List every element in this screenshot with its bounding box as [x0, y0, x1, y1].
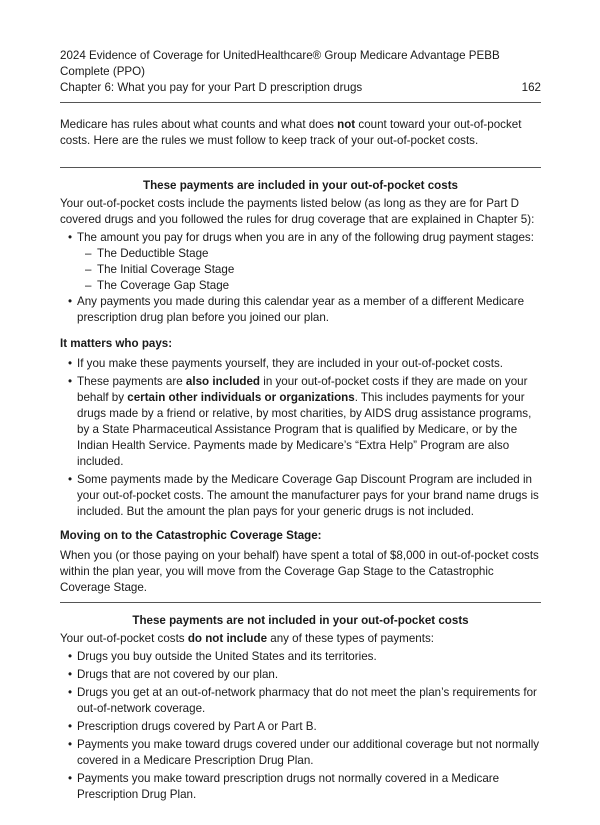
stage-item: – The Deductible Stage — [77, 246, 541, 262]
text: Your out-of-pocket costs — [60, 632, 188, 645]
document-title: 2024 Evidence of Coverage for UnitedHealthcare® Group Medicare Advantage PEBB Complete (PPO) — [60, 49, 500, 78]
page-header — [60, 48, 541, 96]
divider — [60, 102, 541, 103]
divider — [60, 167, 541, 168]
list-item: • Prescription drugs covered by Part A or Part B. — [60, 719, 541, 735]
excluded-section — [60, 613, 541, 803]
list-item: • Any payments you made during this calendar year as a member of a different Medicare prescription drug plan before you joined our plan. — [60, 294, 541, 326]
emphasis: certain other individuals or organizations — [127, 391, 355, 404]
list-item: • Payments you make toward prescription drugs not normally covered in a Medicare Prescription Drug Plan. — [60, 771, 541, 803]
emphasis: not — [337, 118, 356, 131]
section-heading: These payments are not included in your out-of-pocket costs — [132, 614, 469, 627]
paragraph: Your out-of-pocket costs include the payments listed below (as long as they are for Part D covered drugs and you followed the rules for drug coverage that are explained in Chapter 5): — [60, 197, 535, 226]
stage-item: – The Coverage Gap Stage — [77, 278, 541, 294]
chapter-title: Chapter 6: What you pay for your Part D prescription drugs — [60, 81, 363, 94]
list-item: • Drugs you buy outside the United States and its territories. — [60, 649, 541, 665]
text: The amount you pay for drugs when you are in any of the following drug payment stages: — [77, 231, 534, 244]
text: in your out-of-pocket costs if they are made on your behalf by — [77, 375, 528, 404]
subheading: It matters who pays: — [60, 337, 173, 350]
text: any of these types of payments: — [267, 632, 434, 645]
list-item: • Drugs you get at an out-of-network pharmacy that do not meet the plan’s requirements for out-of-network coverage. — [60, 685, 541, 717]
list-item: • Payments you make toward drugs covered under our additional coverage but not normally covered in a Medicare Prescription Drug Plan. — [60, 737, 541, 769]
emphasis: also included — [185, 375, 261, 388]
intro-paragraph — [60, 117, 541, 149]
divider — [60, 602, 541, 603]
paragraph: When you (or those paying on your behalf) have spent a total of $8,000 in out-of-pocket costs within the plan year, you will move from the Coverage Gap Stage to the Catastrophic Coverage Stage. — [60, 549, 539, 594]
list-item: • Some payments made by the Medicare Coverage Gap Discount Program are included in your out-of-pocket costs. The amount the manufacturer pays for your brand name drugs is included. But the amount the plan pays for your generic drugs is not included. — [60, 472, 541, 520]
emphasis: do not include — [187, 632, 268, 645]
subheading: Moving on to the Catastrophic Coverage Stage: — [60, 529, 322, 542]
text: These payments are — [77, 375, 186, 388]
stage-item: – The Initial Coverage Stage — [77, 262, 541, 278]
list-item — [60, 374, 541, 470]
text: Medicare has rules about what counts and what does — [60, 118, 338, 131]
page-number: 162 — [521, 81, 541, 94]
included-section — [60, 178, 541, 596]
list-item — [60, 230, 541, 294]
list-item: • If you make these payments yourself, they are included in your out-of-pocket costs. — [60, 356, 541, 372]
section-heading: These payments are included in your out-of-pocket costs — [142, 179, 459, 192]
list-item: • Drugs that are not covered by our plan. — [60, 667, 541, 683]
text: count toward your out-of-pocket costs. Here are the rules we must follow to keep track of your out-of-pocket costs. — [60, 118, 522, 147]
text: . This includes payments for your drugs made by a friend or relative, by most charities, by AIDS drug assistance programs, by a State Pharmaceutical Assistance Program that is qualified by Medicare, or by the Indian Health Service. Payments made by Medicare’s “Extra Help” Program are also included. — [77, 391, 532, 468]
